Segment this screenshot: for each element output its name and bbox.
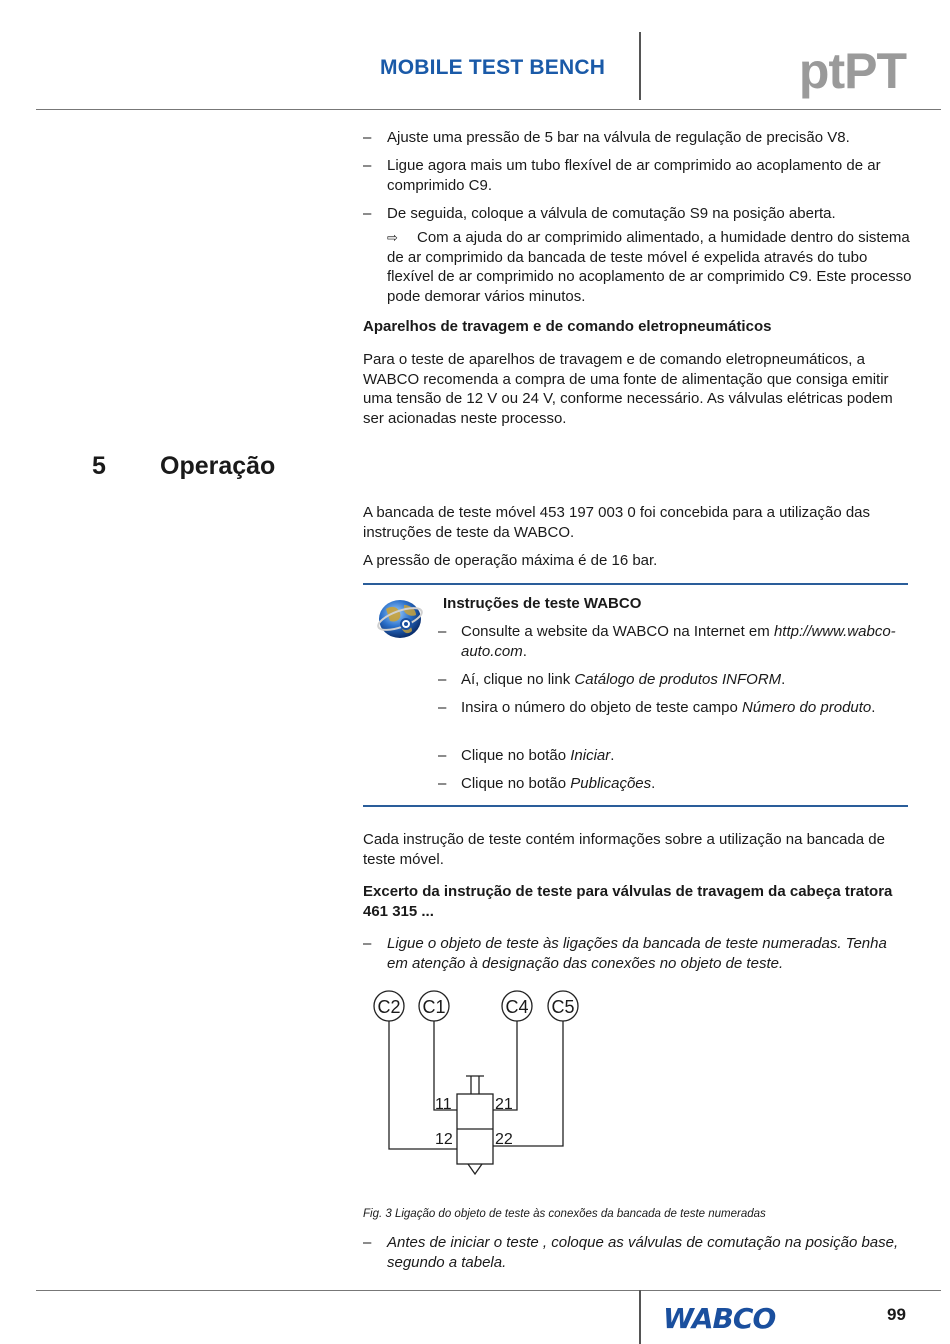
dash-bullet: –	[363, 1234, 372, 1251]
page-number: 99	[887, 1305, 906, 1324]
info-list-item	[438, 698, 898, 718]
footer-divider	[639, 1290, 641, 1344]
paragraph: Cada instrução de teste contém informações sobre a utilização na bancada de teste móvel.	[363, 831, 885, 868]
list-item-text: De seguida, coloque a válvula de comutação S9 na posição aberta.	[387, 205, 836, 222]
intro-paragraph: A bancada de teste móvel 453 197 003 0 foi concebida para a utilização das instruções de teste da WABCO.	[363, 504, 871, 541]
port-label-12: 12	[435, 1131, 453, 1148]
publications-button-label: Publicações	[570, 775, 652, 792]
dash-bullet: –	[438, 623, 447, 640]
info-item-text	[461, 746, 898, 766]
figure-caption: Fig. 3 Ligação do objeto de teste às conexões da bancada de teste numeradas	[363, 1208, 766, 1220]
info-list-item	[438, 774, 898, 794]
footer-rule	[36, 1290, 941, 1291]
website-link[interactable]: http://www.wabco-auto.com	[461, 623, 896, 660]
connector-label-c1: C1	[422, 997, 446, 1017]
item-text: Aí, clique no link	[461, 671, 575, 688]
info-item-text	[461, 698, 898, 718]
chapter-title: Operação	[160, 452, 276, 480]
connector-label-c5: C5	[551, 997, 575, 1017]
port-label-11: 11	[435, 1096, 452, 1113]
chapter-number: 5	[92, 452, 106, 480]
info-list-item	[438, 746, 898, 766]
dash-bullet: –	[438, 699, 447, 716]
dash-bullet: –	[438, 775, 447, 792]
port-label-21: 21	[495, 1096, 513, 1113]
info-box-title: Instruções de teste WABCO	[443, 595, 642, 612]
item-text: .	[610, 747, 615, 764]
product-number-field-label: Número do produto	[742, 699, 872, 716]
info-list-item	[438, 670, 898, 690]
item-text: .	[651, 775, 656, 792]
item-text: Consulte a website da WABCO na Internet em	[461, 623, 774, 640]
info-item-text	[461, 622, 898, 661]
item-text: Clique no botão	[461, 775, 571, 792]
result-text: Com a ajuda do ar comprimido alimentado, a humidade dentro do sistema de ar comprimido da bancada de teste móvel é expelida através do tubo flexível de ar comprimido no acoplamento de ar comprimido C9. Este processo pode demorar vários minutos.	[387, 229, 912, 305]
dash-bullet: –	[438, 747, 447, 764]
dash-bullet: –	[363, 157, 372, 174]
item-text: Clique no botão	[461, 747, 571, 764]
list-item	[363, 204, 908, 224]
list-item	[363, 156, 908, 195]
intro-paragraph: A pressão de operação máxima é de 16 bar.	[363, 552, 658, 569]
info-list-item	[438, 622, 898, 661]
dash-bullet: –	[363, 935, 372, 952]
info-box-top-rule	[363, 583, 908, 585]
item-text: Insira o número do objeto de teste campo	[461, 699, 743, 716]
section-heading: Aparelhos de travagem e de comando eletropneumáticos	[363, 318, 772, 335]
step-text: Ligue o objeto de teste às ligações da bancada de teste numeradas. Tenha em atenção à designação das conexões no objeto de teste.	[387, 935, 887, 972]
info-box-bottom-rule	[363, 805, 908, 807]
connector-label-c4: C4	[505, 997, 529, 1017]
result-arrow-icon: ⇨	[387, 230, 398, 245]
dash-bullet: –	[363, 129, 372, 146]
item-text: .	[522, 642, 527, 660]
result-note	[387, 228, 912, 306]
language-code: ptPT	[798, 43, 906, 99]
excerpt-heading: Excerto da instrução de teste para válvulas de travagem da cabeça tratora 461 315 ...	[363, 883, 893, 920]
port-label-22: 22	[495, 1131, 513, 1148]
dash-bullet: –	[438, 671, 447, 688]
step-text: Antes de iniciar o teste , coloque as válvulas de comutação na posição base, segundo a tabela.	[387, 1234, 899, 1271]
info-item-text	[461, 670, 898, 690]
connector-label-c2: C2	[377, 997, 401, 1017]
header-divider	[639, 32, 641, 100]
item-text: .	[781, 671, 786, 688]
globe-icon	[376, 597, 426, 641]
list-item-text: Ajuste uma pressão de 5 bar na válvula de regulação de precisão V8.	[387, 129, 850, 146]
header-rule	[36, 109, 941, 110]
connection-diagram	[370, 988, 590, 1178]
step-item	[363, 1233, 908, 1272]
document-title: MOBILE TEST BENCH	[380, 56, 606, 79]
catalog-link[interactable]: Catálogo de produtos INFORM	[574, 671, 782, 688]
info-item-text	[461, 774, 898, 794]
wabco-logo: WABCO	[663, 1302, 776, 1335]
step-item	[363, 934, 908, 973]
dash-bullet: –	[363, 205, 372, 222]
section-paragraph: Para o teste de aparelhos de travagem e de comando eletropneumáticos, a WABCO recomenda a compra de uma fonte de alimentação que consiga emitir uma tensão de 12 V ou 24 V, conforme necessário. As válvulas elétricas podem ser acionadas neste processo.	[363, 351, 893, 427]
item-text: .	[871, 699, 876, 716]
list-item	[363, 128, 908, 148]
list-item-text: Ligue agora mais um tubo flexível de ar comprimido ao acoplamento de ar comprimido C9.	[387, 157, 881, 194]
start-button-label: Iniciar	[570, 747, 611, 764]
